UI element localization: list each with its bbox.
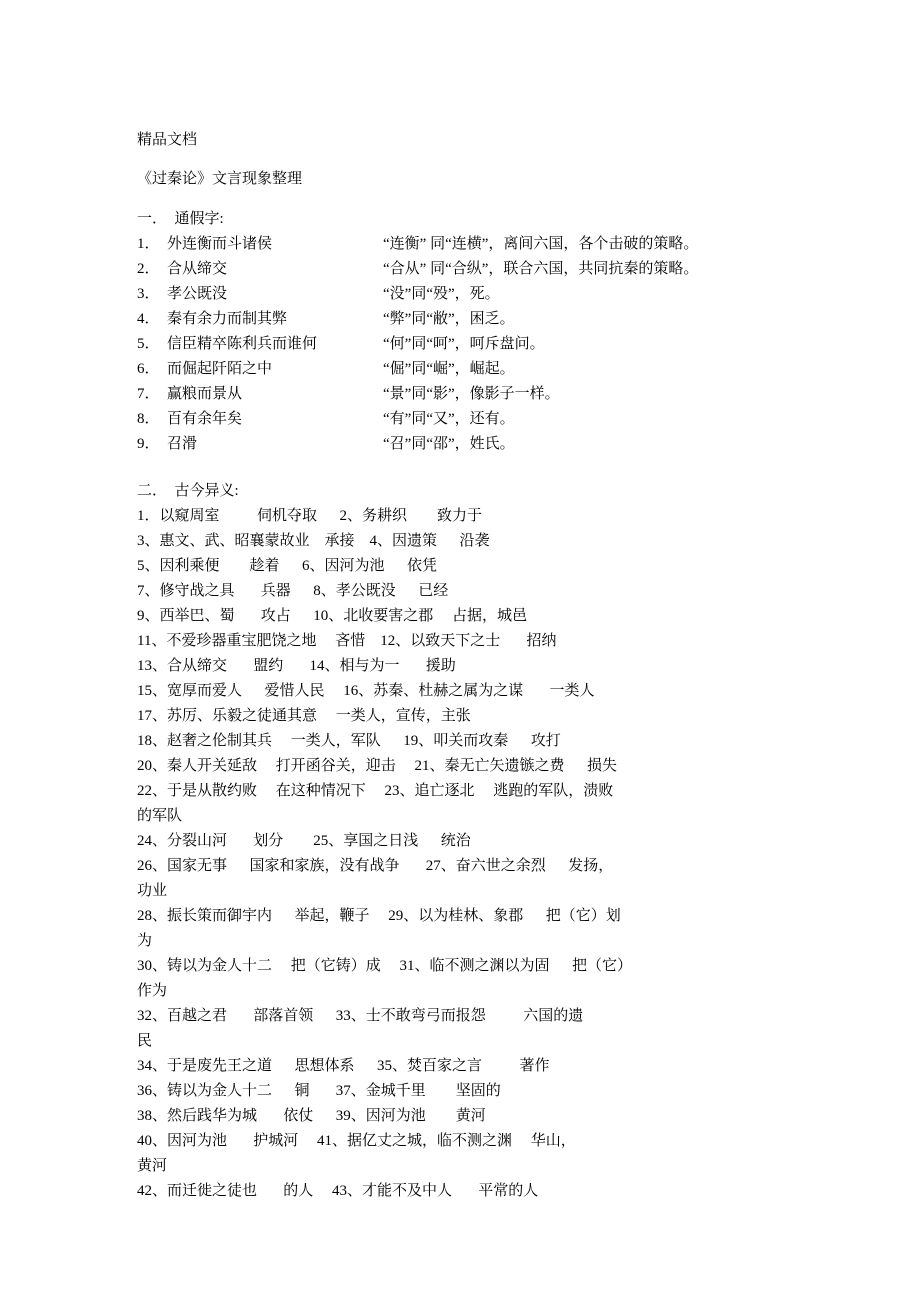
text-line: 17、苏厉、乐毅之徒通其意 一类人，宣传，主张 [137,708,471,724]
item-note: “召”同“邵”，姓氏。 [383,436,515,452]
item-number: 5． [137,336,160,352]
text-line: 作为 [137,983,168,999]
item-number: 8． [137,411,160,427]
item-note: “倔”同“崛”，崛起。 [383,361,515,377]
text-line: 28、振长策而御宇内 举起，鞭子 29、以为桂林、象郡 把（它）划 [137,908,621,924]
text-line: 民 [137,1033,153,1049]
tongjiazi-item [137,307,802,332]
doc-title: 《过秦论》文言现象整理 [137,171,303,187]
item-term: 赢粮而景从 [167,386,243,402]
tongjiazi-item [137,382,802,407]
text-line: 为 [137,933,153,949]
text-line: 38、然后践华为城 依仗 39、因河为池 黄河 [137,1108,486,1124]
item-term: 信臣精卒陈利兵而谁何 [167,336,318,352]
text-line: 22、于是从散约败 在这种情况下 23、追亡逐北 逃跑的军队，溃败 [137,783,614,799]
tongjiazi-items [137,232,802,457]
tongjiazi-item [137,257,802,282]
item-number: 6． [137,361,160,377]
text-line: 13、合从缔交 盟约 14、相与为一 援助 [137,658,456,674]
text-line: 36、铸以为金人十二 铜 37、金城千里 坚固的 [137,1083,501,1099]
item-note: “景”同“影”，像影子一样。 [383,386,560,402]
text-line: 24、分裂山河 划分 25、享国之日浅 统治 [137,833,471,849]
section2-heading: 二． 古今异义: [137,483,239,499]
item-number: 9． [137,436,160,452]
item-note: “合从” 同“合纵”，联合六国，共同抗秦的策略。 [383,261,699,277]
text-line: 32、百越之君 部落首领 33、士不敢弯弓而报怨 六国的遗 [137,1008,584,1024]
gujin-lines [137,504,802,1204]
text-line: 18、赵奢之伦制其兵 一类人，军队 19、叩关而攻秦 攻打 [137,733,561,749]
item-term: 百有余年矣 [167,411,243,427]
item-number: 4． [137,311,160,327]
tongjiazi-item [137,432,802,457]
text-line: 功业 [137,883,168,899]
text-line: 34、于是废先王之道 思想体系 35、焚百家之言 著作 [137,1058,550,1074]
text-line: 11、不爱珍器重宝肥饶之地 吝惜 12、以致天下之士 招纳 [137,633,557,649]
item-number: 2． [137,261,160,277]
item-note: “有”同“又”，还有。 [383,411,515,427]
item-note: “没”同“殁”，死。 [383,286,500,302]
text-line: 3、惠文、武、昭襄蒙故业 承接 4、因遗策 沿袭 [137,533,490,549]
item-term: 合从缔交 [167,261,228,277]
item-number: 1． [137,236,160,252]
item-term: 而倔起阡陌之中 [167,361,273,377]
text-line: 黄河 [137,1158,168,1174]
tongjiazi-item [137,332,802,357]
text-line: 15、宽厚而爱人 爱惜人民 16、苏秦、杜赫之属为之谋 一类人 [137,683,595,699]
item-note: “弊”同“敝”，困乏。 [383,311,515,327]
text-line: 的军队 [137,808,183,824]
tongjiazi-item [137,232,802,257]
item-term: 孝公既没 [167,286,228,302]
tongjiazi-item [137,407,802,432]
doc-watermark: 精品文档 [137,132,198,148]
item-term: 秦有余力而制其弊 [167,311,288,327]
item-term: 召滑 [167,436,198,452]
item-number: 3． [137,286,160,302]
tongjiazi-item [137,357,802,382]
text-line: 20、秦人开关延敌 打开函谷关，迎击 21、秦无亡矢遗镞之费 损失 [137,758,618,774]
section1-heading: 一． 通假字: [137,211,224,227]
text-line: 42、而迁徙之徒也 的人 43、才能不及中人 平常的人 [137,1183,539,1199]
item-term: 外连衡而斗诸侯 [167,236,273,252]
item-note: “连衡” 同“连横”，离间六国，各个击破的策略。 [383,236,699,252]
tongjiazi-item [137,282,802,307]
text-line: 5、因利乘便 趁着 6、因河为池 依凭 [137,558,438,574]
text-line: 7、修守战之具 兵器 8、孝公既没 已经 [137,583,449,599]
item-note: “何”同“呵”，呵斥盘问。 [383,336,545,352]
text-line: 30、铸以为金人十二 把（它铸）成 31、临不测之渊以为固 把（它） [137,958,633,974]
text-line: 26、国家无事 国家和家族，没有战争 27、奋六世之余烈 发扬， [137,858,614,874]
text-line: 40、因河为池 护城河 41、据亿丈之城，临不测之渊 华山， [137,1133,576,1149]
item-number: 7． [137,386,160,402]
text-line: 9、西举巴、蜀 攻占 10、北收要害之郡 占据，城邑 [137,608,528,624]
text-line: 1．以窥周室 伺机夺取 2、务耕织 致力于 [137,508,483,524]
